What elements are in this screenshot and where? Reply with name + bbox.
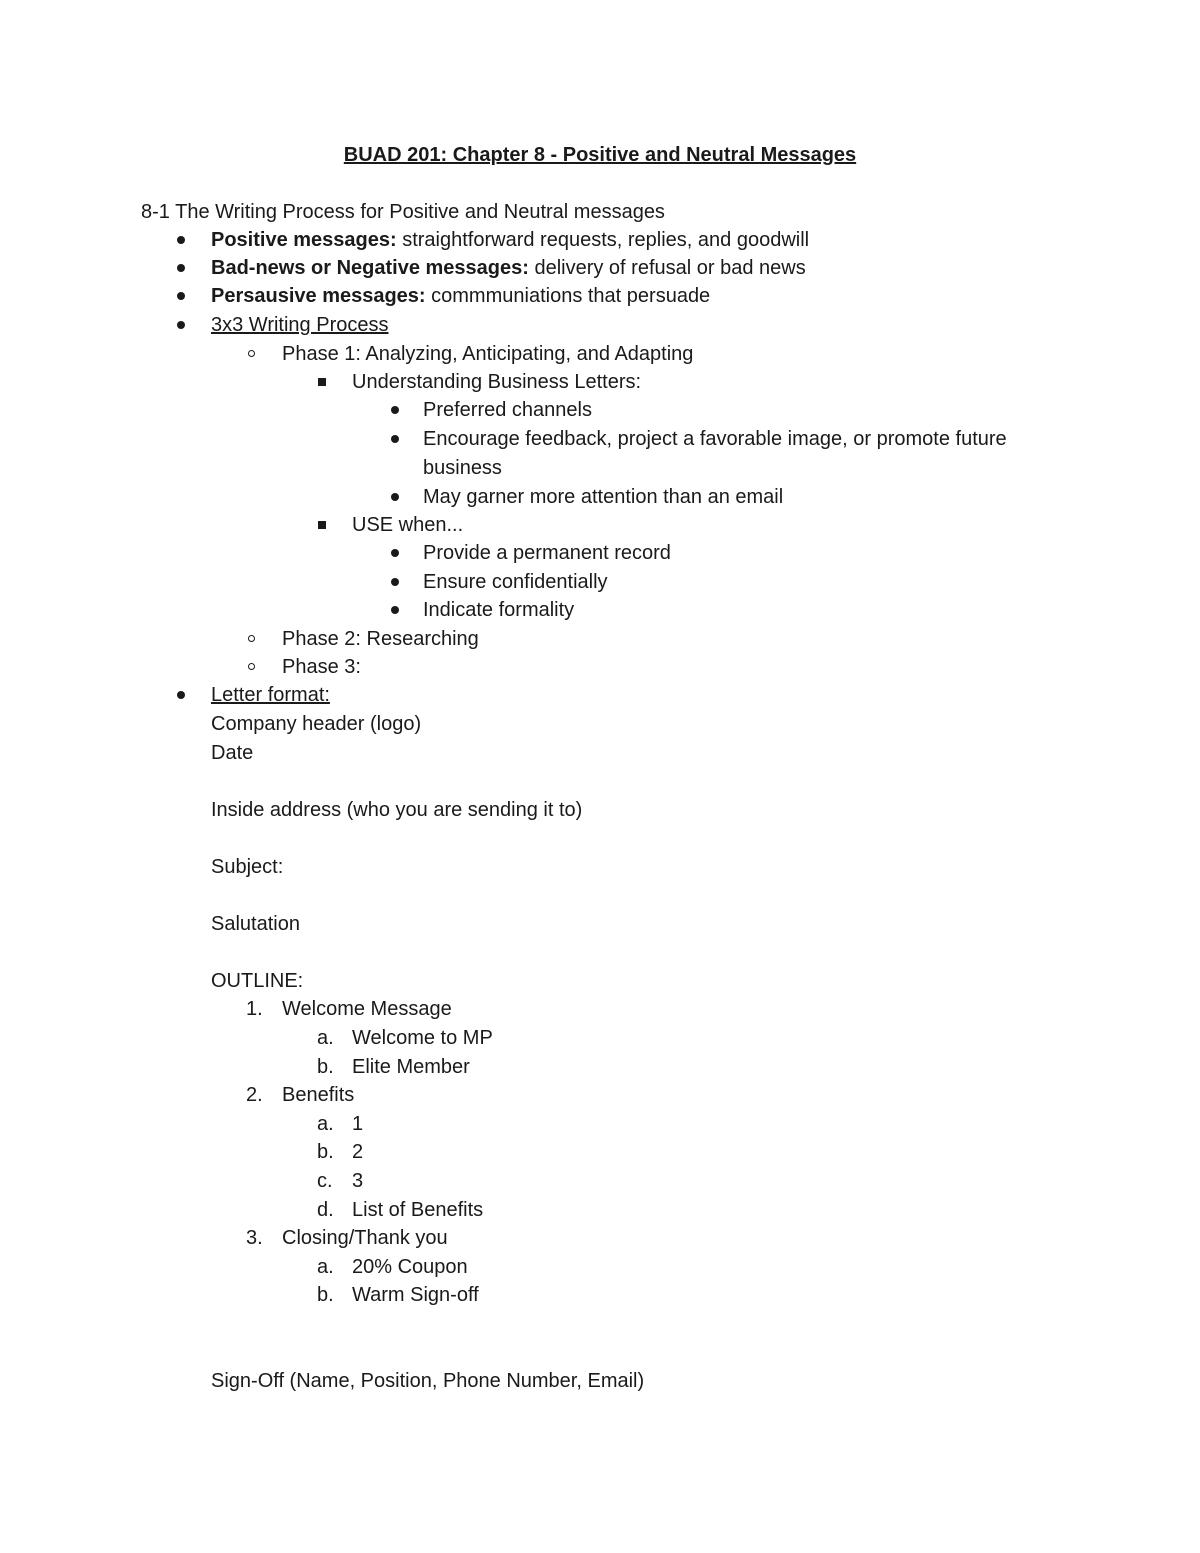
list-item: Indicate formality	[423, 599, 575, 621]
bullet-icon	[177, 236, 185, 244]
bullet-icon	[177, 691, 185, 699]
bullet-icon	[391, 493, 399, 501]
bullet-icon	[177, 264, 185, 272]
outline-subitem: Elite Member	[352, 1056, 470, 1078]
list-letter: b.	[317, 1284, 334, 1306]
circle-bullet-icon	[248, 350, 255, 357]
letter-line-company-header: Company header (logo)	[211, 713, 422, 735]
bullet-icon	[391, 435, 399, 443]
list-item: Preferred channels	[423, 399, 592, 421]
list-letter: a.	[317, 1113, 334, 1135]
list-number: 3.	[246, 1227, 263, 1249]
outline-item: Benefits	[282, 1084, 355, 1106]
list-item: May garner more attention than an email	[423, 486, 784, 508]
list-item: Provide a permanent record	[423, 542, 671, 564]
letter-line-salutation: Salutation	[211, 913, 300, 935]
phase-3: Phase 3:	[282, 656, 361, 678]
outline-subitem: Warm Sign-off	[352, 1284, 479, 1306]
document-title: BUAD 201: Chapter 8 - Positive and Neutral Messages	[343, 144, 857, 166]
bullet-icon	[177, 321, 185, 329]
list-item: Positive messages: straightforward requests, replies, and goodwill	[211, 229, 810, 251]
list-number: 1.	[246, 998, 263, 1020]
process-heading: 3x3 Writing Process	[211, 314, 389, 336]
phase-1: Phase 1: Analyzing, Anticipating, and Adapting	[282, 343, 694, 365]
square-bullet-icon	[318, 378, 326, 386]
outline-subitem: 20% Coupon	[352, 1256, 468, 1278]
list-letter: a.	[317, 1256, 334, 1278]
letter-line-subject: Subject:	[211, 856, 284, 878]
letter-line-date: Date	[211, 742, 254, 764]
phase-2: Phase 2: Researching	[282, 628, 479, 650]
outline-item: Welcome Message	[282, 998, 452, 1020]
outline-subitem: 3	[352, 1170, 364, 1192]
letter-line-outline: OUTLINE:	[211, 970, 304, 992]
outline-subitem: List of Benefits	[352, 1199, 484, 1221]
list-number: 2.	[246, 1084, 263, 1106]
outline-subitem: Welcome to MP	[352, 1027, 493, 1049]
letter-format-heading: Letter format:	[211, 684, 330, 706]
outline-subitem: 2	[352, 1141, 364, 1163]
bullet-icon	[391, 406, 399, 414]
square-bullet-icon	[318, 521, 326, 529]
understanding-heading: Understanding Business Letters:	[352, 371, 642, 393]
letter-line-inside-address: Inside address (who you are sending it to)	[211, 799, 583, 821]
letter-line-sign-off: Sign-Off (Name, Position, Phone Number, Email)	[211, 1370, 645, 1392]
list-letter: b.	[317, 1141, 334, 1163]
circle-bullet-icon	[248, 635, 255, 642]
list-letter: c.	[317, 1170, 333, 1192]
outline-subitem: 1	[352, 1113, 364, 1135]
list-item-continuation: business	[423, 457, 502, 479]
list-letter: b.	[317, 1056, 334, 1078]
outline-item: Closing/Thank you	[282, 1227, 448, 1249]
bullet-icon	[391, 606, 399, 614]
list-item: Encourage feedback, project a favorable image, or promote future	[423, 428, 1007, 450]
bullet-icon	[391, 578, 399, 586]
list-item: Persausive messages: commmuniations that persuade	[211, 285, 711, 307]
bullet-icon	[391, 549, 399, 557]
bullet-icon	[177, 292, 185, 300]
list-item: Bad-news or Negative messages: delivery of refusal or bad news	[211, 257, 806, 279]
list-letter: d.	[317, 1199, 334, 1221]
use-when-heading: USE when...	[352, 514, 464, 536]
list-letter: a.	[317, 1027, 334, 1049]
section-heading: 8-1 The Writing Process for Positive and Neutral messages	[141, 201, 665, 223]
circle-bullet-icon	[248, 663, 255, 670]
list-item: Ensure confidentially	[423, 571, 608, 593]
